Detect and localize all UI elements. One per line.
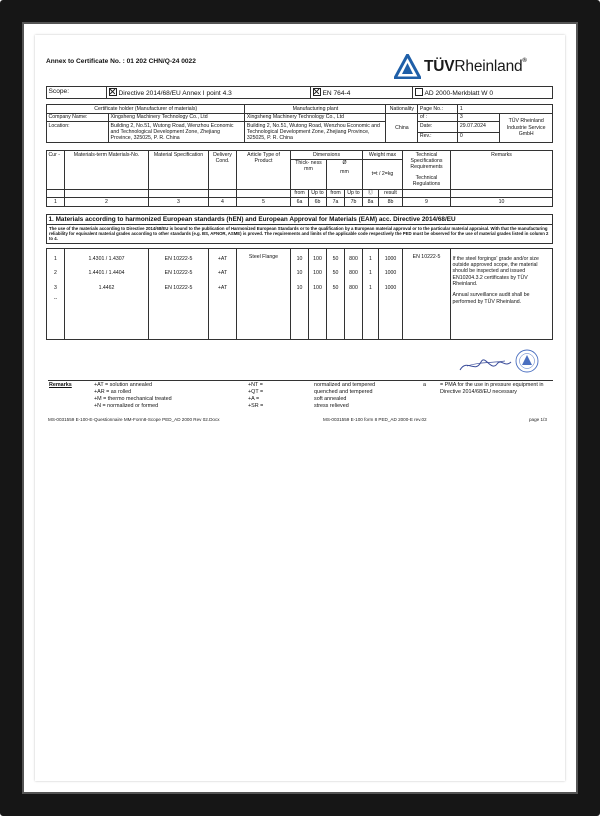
row-technical: EN 10222-5 [403, 249, 451, 340]
unchecked-box-icon [415, 88, 423, 96]
col-unit: Ⓤ [363, 189, 379, 198]
plant-title: Manufacturing plant [245, 105, 386, 114]
col-num: 1 [47, 198, 65, 207]
col-upto-1: Up to [309, 189, 327, 198]
row-diameter-upto: 800 800 800 [345, 249, 363, 340]
row-conditions: +AT +AT +AT [209, 249, 237, 340]
row-numbers: 1 2 3 -- [47, 249, 65, 340]
col-dimensions: Dimensions [291, 151, 363, 160]
footer-page: page 1/3 [529, 417, 547, 422]
scope-table [46, 86, 553, 99]
col-diameter: Ø mm [327, 159, 363, 189]
col-weight: Weight max [363, 151, 403, 160]
col-result: result [379, 189, 403, 198]
holder-address: Building 2, No.51, Wutong Road, Wenzhou Economic and Technological Development Zone, Zhejiang Province, 325025, P. R. China [109, 122, 245, 143]
row-thickness-from: 10 10 10 [291, 249, 309, 340]
row-thickness-upto: 100 100 100 [309, 249, 327, 340]
col-num: 2 [65, 198, 149, 207]
checked-box-icon [109, 88, 117, 96]
issuer-name: TÜV Rheinland Industrie Service GmbH [500, 113, 553, 143]
row-result: 1000 1000 1000 [379, 249, 403, 340]
section-1-note: The use of the materials according to Directive 2014/68/EU is bound to the publication of Harmonized European Standards or to the qualification by a European material approval or to the particular material appraisal. With that the manufacturing reliability for equivalent material grades according to other standards (e.g. BS, AFNOR, ASME) is proved. The requirements and limits of the applicable code respectively the PED must be observed for the use of material grades listed in column 2 to 4. [47, 225, 553, 244]
col-remarks: Remarks [451, 151, 553, 190]
col-spec: Material Specification [149, 151, 209, 190]
col-num: 8a [363, 198, 379, 207]
row-diameter-from: 50 50 50 [327, 249, 345, 340]
remarks-legend [48, 380, 553, 410]
date-label: Date: [418, 122, 458, 133]
remarks-col-1: +AT = solution annealed +AR = as rolled +M = thermo mechanical treated +N = normalized or formed [94, 382, 172, 410]
plant-address: Building 2, No.51, Wutong Road, Wenzhou Economic and Technological Development Zone, Zhejiang Province, 325025, P. R. China [245, 122, 386, 143]
holder-company: Xingsheng Machinery Technology Co., Ltd [109, 113, 245, 122]
remarks-col-4-key: a [423, 382, 426, 388]
holder-title: Certificate holder (Manufacturer of materials) [47, 105, 245, 114]
rev-label: Rev.: [418, 132, 458, 143]
of-label: of : [418, 113, 458, 122]
page-label: Page No.: [418, 105, 458, 114]
col-num: 3 [149, 198, 209, 207]
nationality-value: China [386, 113, 418, 143]
tuv-rheinland-logo: TÜVRheinland® [394, 52, 554, 86]
location-label: Location: [47, 122, 109, 143]
remarks-col-2: +NT = +QT = +A = +SR = [248, 382, 264, 410]
col-delivery: Delivery Cond. [209, 151, 237, 190]
section-1-table [46, 214, 553, 244]
col-from-2: from [327, 189, 345, 198]
col-article: Article Type of Product [237, 151, 291, 190]
col-from-1: from [291, 189, 309, 198]
footer-left: MS-0031559 E-100-E-Questionnaire MM-Form8-Scope PED_AD 2000 Rev 02.Docx [48, 417, 220, 422]
row-remarks: If the steel forgings' grade and/or size outside approved scope, the material should be inspected and issued EN10204.3.2 certificates by TÜV Rheinland. Annual surveillance audit shall be performed by TÜV Rheinland. [451, 249, 553, 340]
row-materials: 1.4301 / 1.4307 1.4401 / 1.4404 1.4462 [65, 249, 149, 340]
remarks-col-4: = PMA for the use in pressure equipment in Directive 2014/68/EU necessary [440, 382, 544, 396]
col-num: 6b [309, 198, 327, 207]
section-1-title: 1. Materials according to harmonized European standards (hEN) and European Approval for Materials (EAM) acc. Directive 2014/68/EU [47, 215, 553, 225]
col-num: 7a [327, 198, 345, 207]
holder-table [46, 104, 553, 143]
scope-item-en764: EN 764-4 [311, 87, 413, 99]
remarks-label: Remarks [49, 382, 72, 388]
footer-center: MS-0031559 E-100 form 8 PED_AD 2000-E rev.02 [323, 417, 427, 422]
nationality-title: Nationality [386, 105, 418, 114]
col-num: 5 [237, 198, 291, 207]
scope-label: Scope: [47, 87, 107, 99]
company-label: Company Name: [47, 113, 109, 122]
scope-item-ad2000: AD 2000-Merkblatt W 0 [413, 87, 553, 99]
plant-company: Xingsheng Machinery Technology Co., Ltd [245, 113, 386, 122]
annex-title: Annex to Certificate No. : 01 202 CHN/Q-24 0022 [46, 58, 196, 65]
col-upto-2: Up to [345, 189, 363, 198]
col-thickness: Thick- ness mm [291, 159, 327, 189]
row-specs: EN 10222-5 EN 10222-5 EN 10222-5 [149, 249, 209, 340]
of-value: 3 [458, 113, 500, 122]
row-article: Steel Flange [237, 249, 291, 340]
signature-stamp-icon [455, 348, 545, 378]
col-cur: Cur - [47, 151, 65, 190]
col-num: 10 [451, 198, 553, 207]
rev-value: 0 [458, 132, 500, 143]
col-weight-unit: t=t / 2=kg [363, 159, 403, 189]
checked-box-icon [313, 88, 321, 96]
page-value: 1 [458, 105, 553, 114]
col-num: 6a [291, 198, 309, 207]
date-value: 29.07.2024 [458, 122, 500, 133]
col-material: Materials-term Materials-No. [65, 151, 149, 190]
col-num: 9 [403, 198, 451, 207]
materials-data-table [46, 248, 553, 340]
col-num: 7b [345, 198, 363, 207]
remarks-col-3: normalized and tempered quenched and tempered soft annealed stress relieved [314, 382, 376, 410]
scope-item-directive: Directive 2014/68/EU Annex I point 4.3 [107, 87, 311, 99]
col-technical: Technical Specifications Requirements Technical Regulations [403, 151, 451, 190]
row-unit: 1 1 1 [363, 249, 379, 340]
col-num: 4 [209, 198, 237, 207]
materials-header-table [46, 150, 553, 207]
triangle-logo-icon [394, 54, 421, 79]
col-num: 8b [379, 198, 403, 207]
